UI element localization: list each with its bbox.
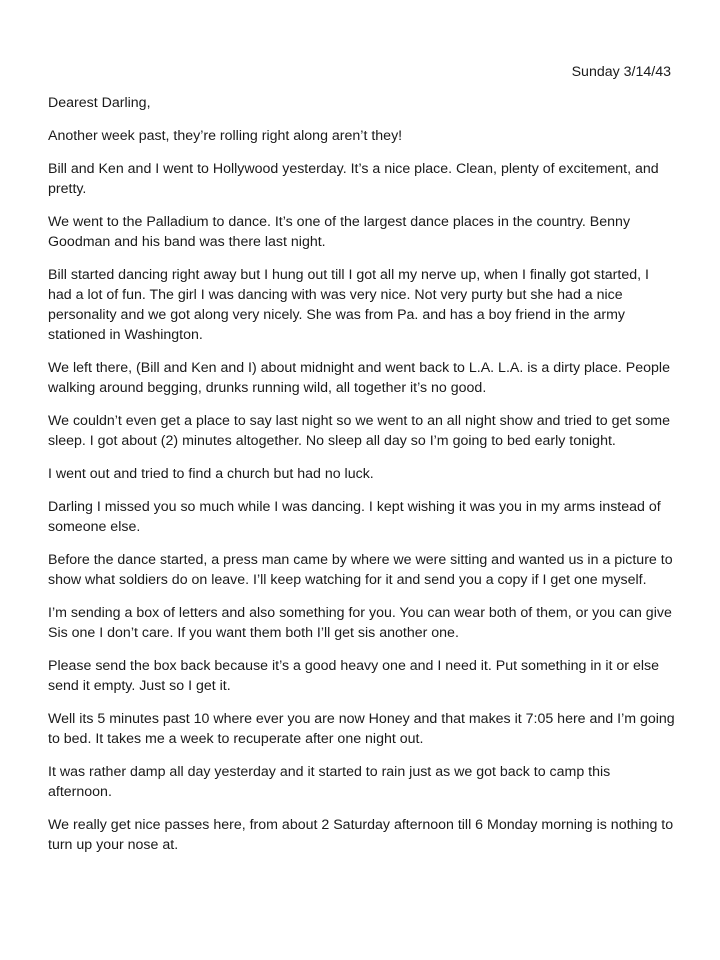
letter-date: Sunday 3/14/43 [571, 64, 671, 80]
letter-salutation: Dearest Darling, [48, 95, 151, 111]
letter-paragraph: Before the dance started, a press man came by where we were sitting and wanted us in a picture to show what soldiers do on leave. I’ll keep watching for it and send you a copy if I get one myself. [48, 552, 673, 588]
letter-paragraph: I’m sending a box of letters and also something for you. You can wear both of them, or you can give Sis one I don’t care. If you want them both I’ll get sis another one. [48, 605, 672, 641]
letter-paragraph: Bill started dancing right away but I hung out till I got all my nerve up, when I finally got started, I had a lot of fun. The girl I was dancing with was very nice. Not very purty but she had a nice personality and we got along very nicely. She was from Pa. and has a boy friend in the army stationed in Washington. [48, 267, 649, 343]
letter-paragraph: It was rather damp all day yesterday and it started to rain just as we got back to camp this afternoon. [48, 764, 611, 800]
letter-paragraph: I went out and tried to find a church but had no luck. [48, 466, 374, 482]
letter-paragraph: Another week past, they’re rolling right along aren’t they! [48, 128, 403, 144]
letter-paragraph: We went to the Palladium to dance. It’s one of the largest dance places in the country. Benny Goodman and his band was there last night. [48, 214, 631, 250]
letter-paragraph: Please send the box back because it’s a good heavy one and I need it. Put something in it or else send it empty. Just so I get it. [48, 658, 659, 694]
letter-paragraph: We left there, (Bill and Ken and I) about midnight and went back to L.A. L.A. is a dirty place. People walking around begging, drunks running wild, all together it’s no good. [48, 360, 670, 396]
letter-paragraph: Bill and Ken and I went to Hollywood yesterday. It’s a nice place. Clean, plenty of excitement, and pretty. [48, 161, 659, 197]
letter-paragraph: We really get nice passes here, from about 2 Saturday afternoon till 6 Monday morning is nothing to turn up your nose at. [48, 817, 674, 853]
letter-paragraph: Well its 5 minutes past 10 where ever you are now Honey and that makes it 7:05 here and I’m going to bed. It takes me a week to recuperate after one night out. [48, 711, 675, 747]
letter-body [48, 126, 676, 868]
letter-paragraph: We couldn’t even get a place to say last night so we went to an all night show and tried to get some sleep. I got about (2) minutes altogether. No sleep all day so I’m going to bed early tonight. [48, 413, 670, 449]
letter-paragraph: Darling I missed you so much while I was dancing. I kept wishing it was you in my arms instead of someone else. [48, 499, 661, 535]
